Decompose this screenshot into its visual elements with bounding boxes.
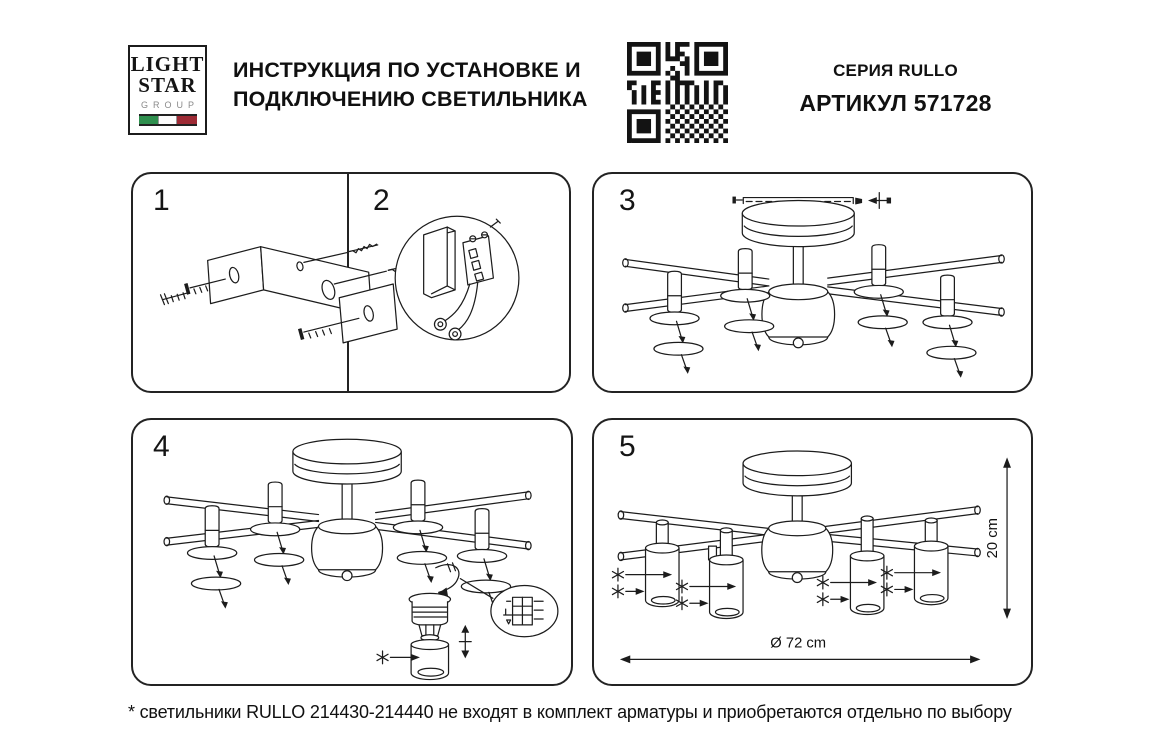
- step-number-1: 1: [153, 184, 170, 217]
- width-label: Ø 72 cm: [770, 635, 827, 652]
- footnote: * светильники RULLO 214430-214440 не входят в комплект арматуры и приобретаются отдельно по выбору: [128, 702, 1012, 722]
- screw-direction-icon: [868, 193, 891, 209]
- step1-2-drawing: [133, 174, 569, 391]
- lamp-cylinder: [411, 640, 448, 680]
- mounting-bracket: [208, 247, 398, 343]
- asterisk-marker: [377, 651, 388, 664]
- wire: [436, 565, 459, 593]
- step-number-3: 3: [619, 184, 636, 217]
- width-dimension: [620, 636, 981, 664]
- title-line-1: ИНСТРУКЦИЯ ПО УСТАНОВКЕ И: [233, 58, 581, 82]
- step4-drawing: [133, 420, 571, 684]
- step-panel-3: [592, 172, 1033, 393]
- logo-group-text: GROUP: [140, 100, 199, 110]
- product-meta: [793, 61, 998, 117]
- height-label: 20 cm: [985, 518, 1002, 559]
- logo-text: LIGHT: [130, 52, 205, 76]
- step3-drawing: [594, 174, 1031, 391]
- title-line-2: ПОДКЛЮЧЕНИЮ СВЕТИЛЬНИКА: [233, 86, 588, 111]
- step-number-4: 4: [153, 430, 170, 463]
- logo-text: STAR: [138, 73, 197, 97]
- series-label: СЕРИЯ RULLO: [833, 61, 958, 80]
- canopy: [743, 451, 851, 496]
- socket-assembly: [377, 563, 558, 680]
- step-number-2: 2: [373, 184, 390, 217]
- italy-flag-icon: [139, 114, 197, 126]
- move-arrow-icon: [459, 625, 471, 658]
- wiring-detail: [395, 216, 519, 340]
- central-hub: [762, 284, 835, 348]
- article-label: АРТИКУЛ 571728: [799, 90, 992, 116]
- canopy: [742, 201, 854, 247]
- terminal-detail-bubble: [491, 585, 558, 636]
- step-panel-4: [131, 418, 573, 686]
- step-panel-1-2: [131, 172, 571, 393]
- screw-icon: [161, 293, 188, 305]
- step-number-5: 5: [619, 430, 636, 463]
- central-hub: [312, 519, 383, 581]
- step-panel-5: [592, 418, 1033, 686]
- central-hub: [762, 521, 833, 583]
- qr-code-icon: [627, 42, 728, 143]
- page-title: [233, 56, 588, 113]
- canopy: [293, 439, 401, 484]
- height-dimension: [985, 457, 1011, 619]
- lightstar-logo: [128, 45, 207, 135]
- step5-drawing: [594, 420, 1031, 684]
